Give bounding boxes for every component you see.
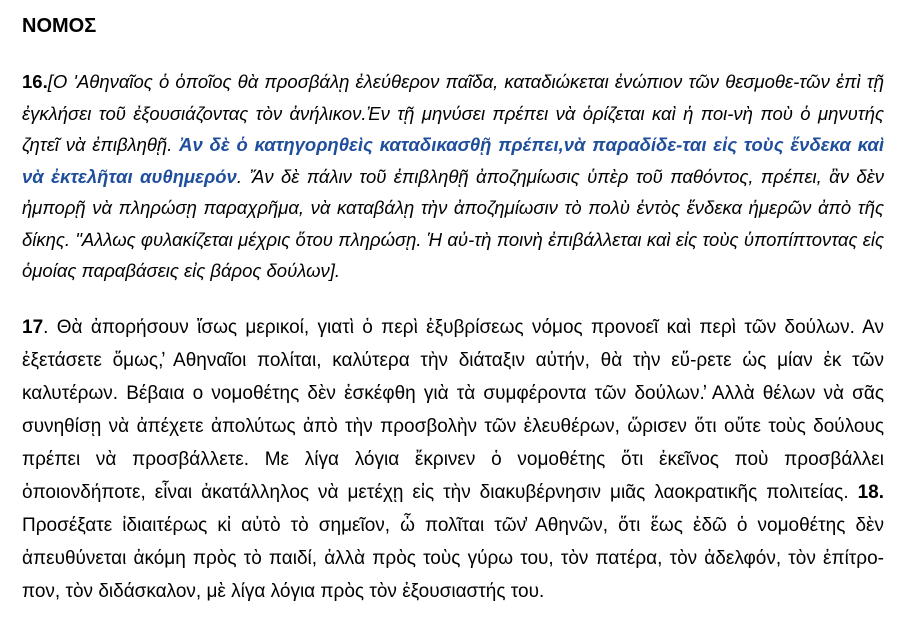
paragraph-16-emphasis: Ἀν δὲ ὁ κατηγορηθεὶς καταδικασθῇ πρέπει,νὰ παραδίδε-ται εἰς τοὺς ἕνδεκα καὶ νὰ ἐκτελῆται αυθημερόν (22, 134, 884, 187)
document-heading: ΝΟΜΟΣ (22, 15, 97, 37)
paragraph-17-number: 17 (22, 316, 44, 338)
paragraph-17 (22, 311, 884, 608)
paragraph-18-text: Προσέξατε ἰδιαιτέρως κἰ αὐτὸ τὸ σημεῖον, ὦ πολῖται τῶν̓ Αθηνῶν, ὅτι ἕως ἐδῶ ὁ νομοθέτης δὲν ἀπευθύνεται ἀκόμη πρὸς τὸ παιδί, ἀλλὰ πρὸς τοὺς γύρω του, τὸν πατέρα, τὸν ἀδελφόν, τὸν ἐπίτρο-πον, τὸν διδάσκαλον, μὲ λίγα λόγια πρὸς τὸν ἐξουσιαστής του. (22, 514, 884, 602)
paragraph-16-number: 16. (22, 71, 48, 92)
paragraph-17-text: . Θὰ ἀπορήσουν ἴσως μερικοί, γιατὶ ὁ περὶ ἐξυβρίσεως νόμος προνοεῖ καὶ περὶ τῶν δούλων. Αν ἐξετάσετε ὅμως,̓ Αθηναῖοι πολίται, καλύτερα τὴν διάταξιν αὐτήν, θὰ τὴν εὕ-ρετε ὡς μίαν ἐκ τῶν καλυτέρων. Βέβαια ο νομοθέτης δὲν ἐσκέφθη γιὰ τὰ συμφέροντα τῶν δούλων.̓ Αλλὰ θέλων νὰ σᾶς συνηθίσῃ νὰ ἀπέχετε ἀπολύτως ἀπὸ τὴν προσβολὴν τῶν ἐλευθέρων, ὥρισεν ὅτι οὔτε τοὺς δούλους πρέπει νὰ προσβάλλετε. Με λίγα λόγια ἔκρινεν ὁ νομοθέτης ὅτι ἐκεῖνος ποὺ προσβάλλει ὁποιονδήποτε, εἶναι ἀκατάλληλος νὰ μετέχῃ εἰς τὴν διακυβέρνησιν μιᾶς λαοκρατικῆς πολιτείας. (22, 316, 884, 503)
document-page (22, 12, 884, 608)
paragraph-16-text-after: . Ἄν δὲ πάλιν τοῦ ἐπιβληθῇ ἀποζημίωσις ὑπὲρ τοῦ παθόντος, πρέπει, ἂν δὲν ἠμπορῇ νὰ πληρώσῃ παραχρῆμα, νὰ καταβάλῃ τὴν ἀποζημίωσιν τὸ πολὺ ἐντὸς ἕνδεκα ἡμερῶν ἀπὸ τῆς δίκης. "Αλλως φυλακίζεται μέχρις ὅτου πληρώσῃ. Ἡ αὐ-τὴ ποινὴ ἐπιβάλλεται καὶ εἰς τοὺς ὑποπίπτοντας εἰς ὁμοίας παραβάσεις εἰς βάρος δούλων]. (22, 165, 884, 281)
paragraph-16 (22, 66, 884, 287)
paragraph-16-text-before: [Ο 'Αθηναῖος ὁ ὁποῖος θὰ προσβάλῃ ἐλεύθερον παῖδα, καταδιώκεται ἐνώπιον τῶν θεσμοθε-τῶν ἐπὶ τῇ ἐγκλήσει τοῦ ἐξουσιάζοντας τὸν ἀνήλικον.Ἐν τῇ μηνύσει πρέπει νὰ ὁρίζεται καὶ ἡ ποι-νὴ ποὺ ὁ μηνυτής ζητεῖ νὰ ἐπιβληθῇ. (22, 71, 884, 155)
paragraph-18-number: 18. (857, 481, 884, 503)
